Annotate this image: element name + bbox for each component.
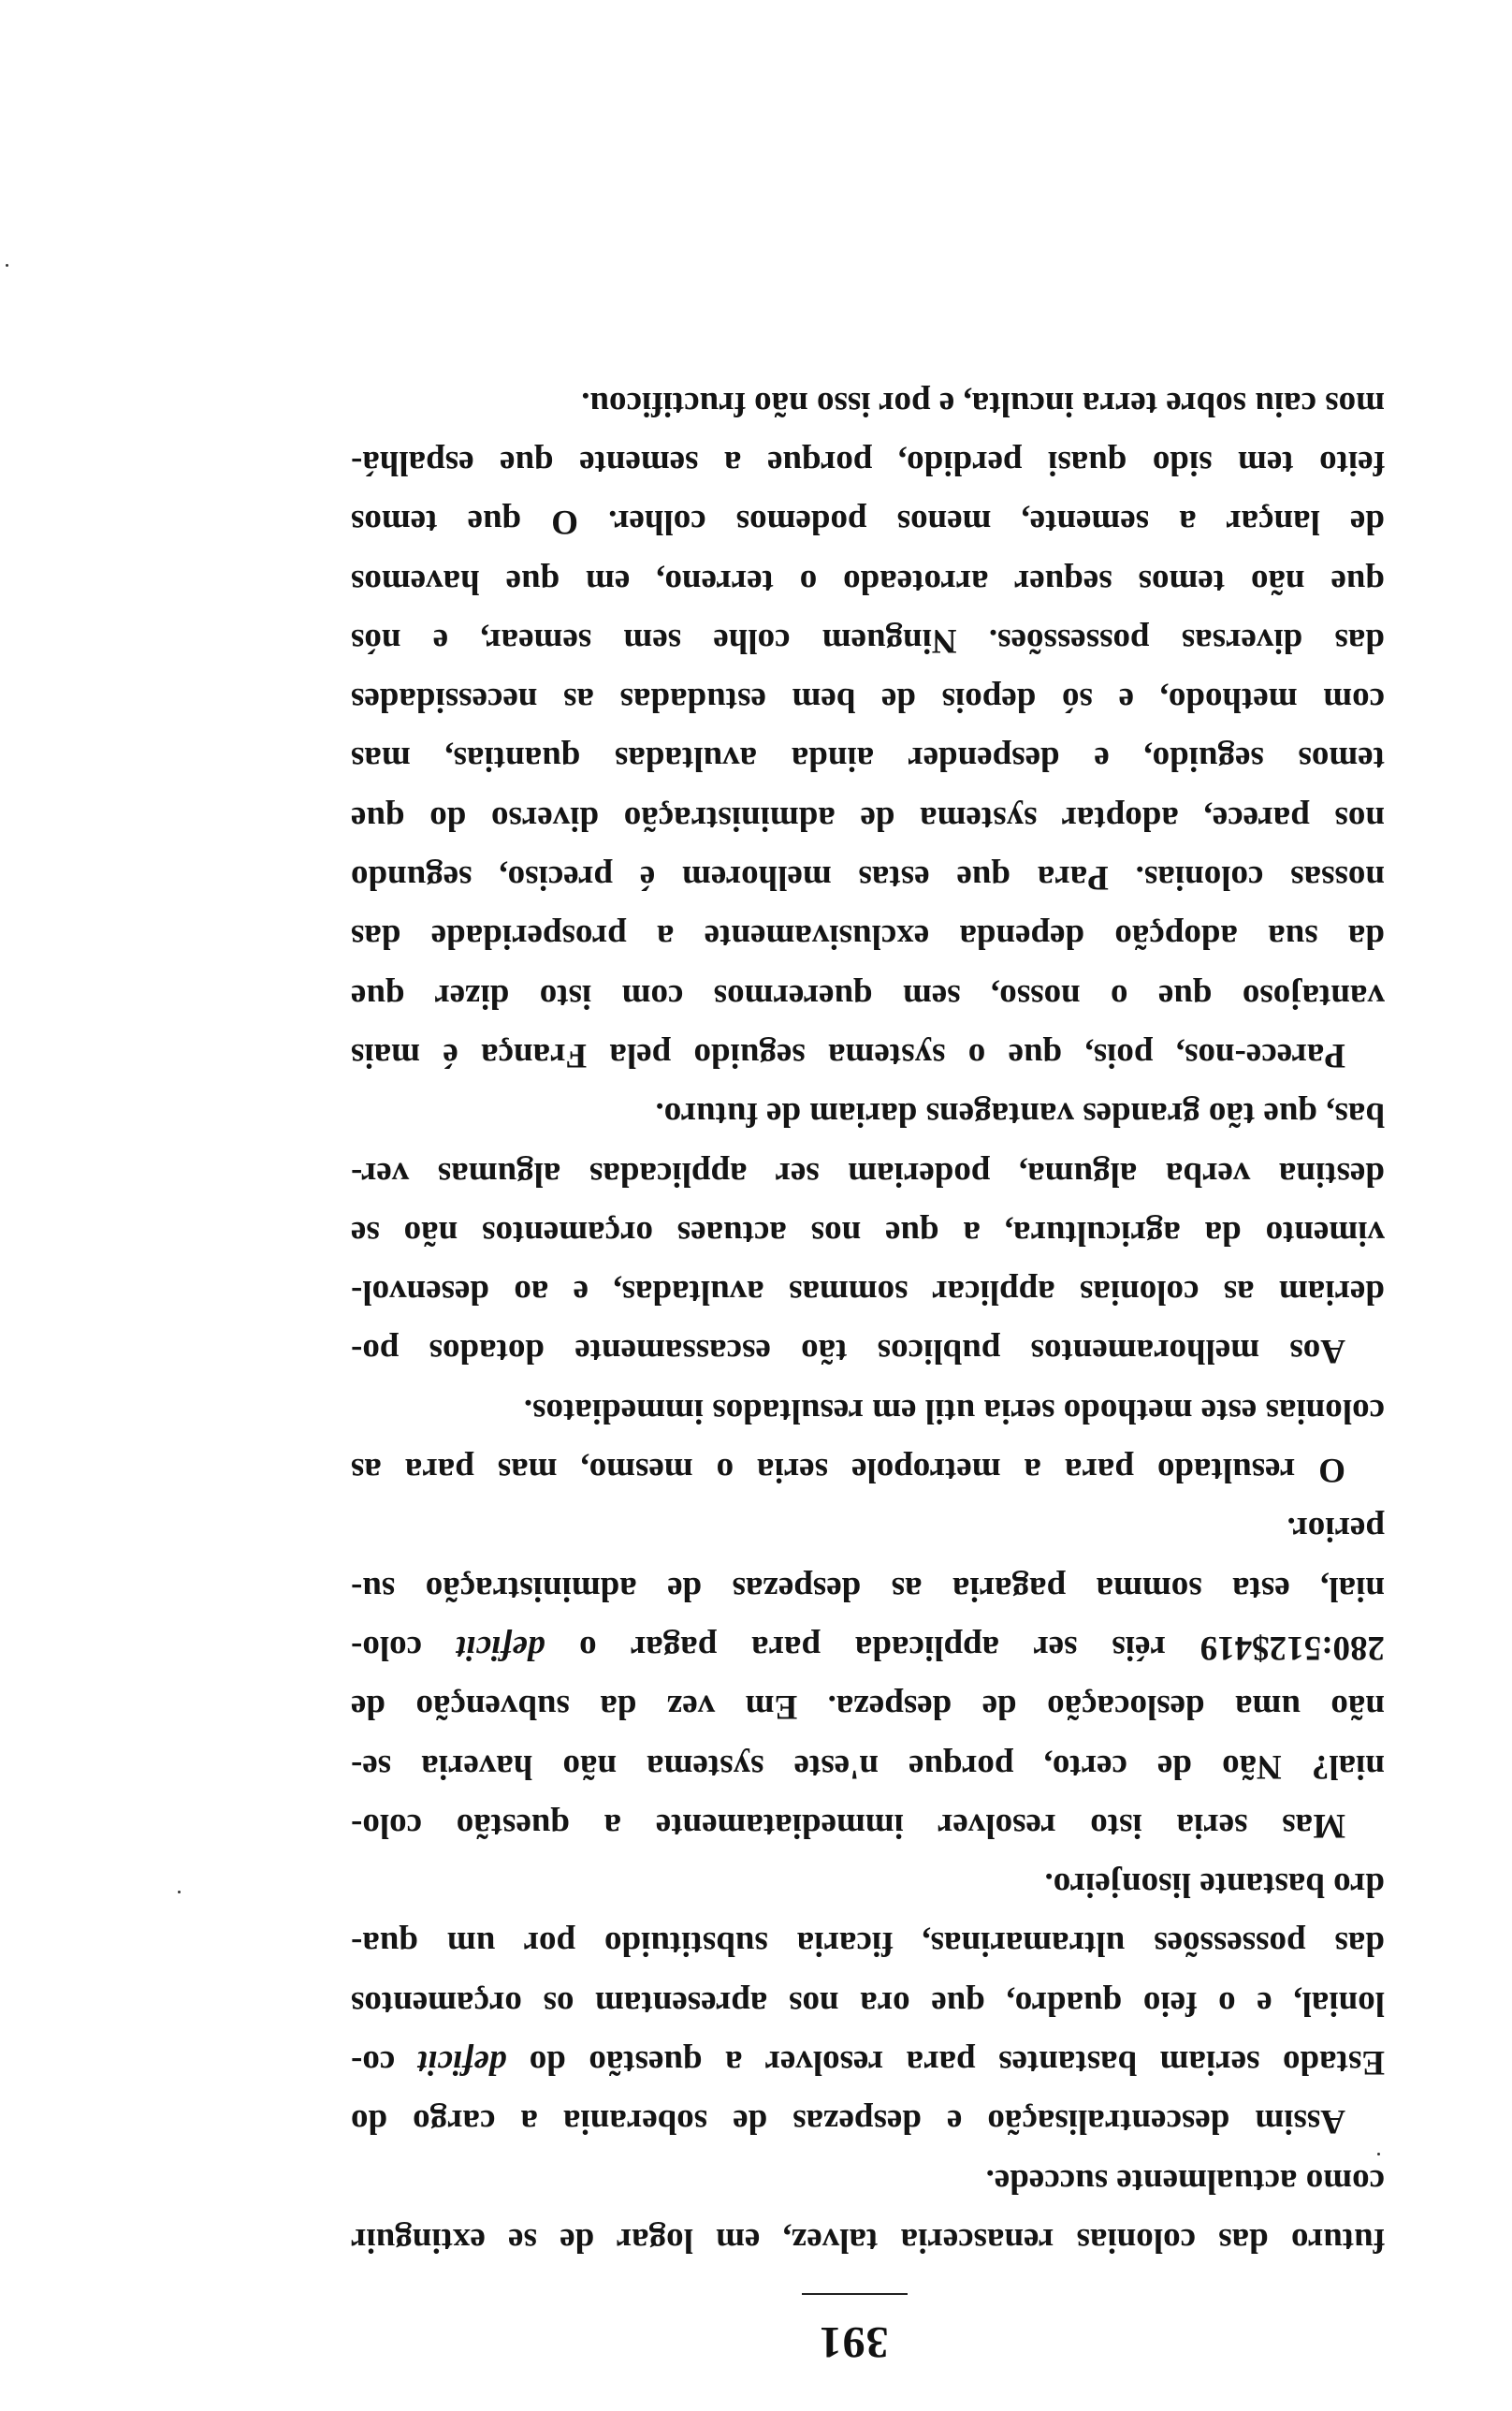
text-line [351,492,1385,551]
line-segment: O resultado para a metropole seria o mesmo, mas para as [351,1451,1345,1490]
text-line [351,2092,1385,2151]
line-segment: Aos melhoramentos publicos tão escassamente dotados po- [351,1332,1345,1371]
line-segment: feito tem sido quasi perdido, porque a semente que espalhá- [351,444,1385,482]
line-segment: não uma deslocação de despeza. Em vez da subvenção de [351,1688,1385,1727]
text-line [351,552,1385,611]
line-segment: futuro das colonias renasceria talvez, em logar de se extinguir [351,2221,1385,2259]
text-line [351,670,1385,729]
text-line [351,1026,1385,1085]
text-line [351,1618,1385,1677]
scan-speck [6,264,8,267]
text-line [351,374,1385,433]
line-segment: nossas colonias. Para que estas melhorem é preciso, segundo [351,858,1385,898]
line-segment: nial, esta somma pagaria as despezas de administração su- [351,1569,1385,1608]
text-line [351,2033,1385,2092]
line-segment: Assim descentralisação e despezas de soberania a cargo do [351,2102,1345,2141]
text-line [351,1322,1385,1381]
line-segment: colo- [351,1629,457,1667]
line-segment: das diversas possessões. Ninguem colhe sem semear, e nós [351,621,1385,660]
line-segment: temos seguido, e despender ainda avultadas quantias, mas [351,739,1385,779]
text-line [351,1499,1385,1558]
line-segment: 280:512$419 réis ser applicada para pagar o [545,1629,1385,1667]
line-segment: Parece-nos, pois, que o systema seguido pela França é mais [351,1036,1345,1074]
text-line [351,1263,1385,1322]
line-segment: Mas seria isto resolver immediatamente a questão colo- [351,1805,1345,1845]
line-segment: nial? Não de certo, porque n'este systema não haveria se- [351,1746,1385,1786]
line-segment: lonial, e o feio quadro, que ora nos apresentam os orçamentos [351,1983,1385,2023]
line-segment: das possessões ultramarinas, ficaria substituido por um qua- [351,1924,1385,1964]
text-line [351,2152,1385,2211]
line-segment: perior. [1287,1510,1385,1549]
text-line [351,1559,1385,1618]
page-number: 391 [818,2317,889,2367]
line-segment: vantajoso que o nosso, sem querermos com isto dizer que [351,976,1385,1016]
text-line [351,1145,1385,1204]
line-segment: deriam as colonias applicar sommas avultadas, e ao desenvol- [351,1273,1385,1312]
italic-term: deficit [417,2043,507,2082]
text-line [351,967,1385,1026]
text-line [351,730,1385,789]
text-line [351,1381,1385,1440]
line-segment: bas, que tão grandes vantagens dariam de futuro. [655,1095,1385,1134]
line-segment: da sua adopção dependa exclusivamente a prosperidade das [351,917,1385,957]
text-line [351,1974,1385,2033]
text-line [351,848,1385,907]
line-segment: com methodo, e só depois de bem estudadas as necessidades [351,680,1385,720]
line-segment: nos parece, adoptar systema de administração diverso do que [351,798,1385,838]
text-line [351,907,1385,966]
text-line [351,1915,1385,1974]
text-line [351,1085,1385,1144]
line-segment: co- [351,2043,418,2082]
text-line [351,1204,1385,1263]
text-line [351,1677,1385,1736]
line-segment: vimento da agricultura, a que nos actuaes orçamentos não se [351,1213,1385,1252]
scan-speck [1377,2153,1380,2155]
text-line [351,1737,1385,1796]
body-text [351,0,1385,2411]
line-segment: dro bastante lisonjeiro. [1044,1865,1385,1905]
text-line [351,789,1385,848]
italic-term: deficit [456,1629,545,1667]
line-segment: de lançar a semente, menos podemos colher. O que temos [351,503,1385,542]
line-segment: colonias este methodo seria util em resultados immediatos. [523,1391,1385,1430]
text-line [351,433,1385,492]
line-segment: que não temos sequer arroteado o terreno, em que havemos [351,562,1385,601]
text-line [351,1855,1385,1914]
line-segment: Estado seriam bastantes para resolver a questão do [506,2043,1385,2082]
line-segment: como actualmente succede. [985,2161,1385,2200]
text-line [351,2211,1385,2270]
scan-speck [178,1891,181,1893]
line-segment: mos caiu sobre terra inculta, e por isso não fructificou. [581,384,1385,423]
text-line [351,611,1385,670]
text-line [351,1796,1385,1855]
text-line [351,1440,1385,1499]
line-segment: destina verba alguma, poderiam ser applicadas algumas ver- [351,1154,1385,1193]
